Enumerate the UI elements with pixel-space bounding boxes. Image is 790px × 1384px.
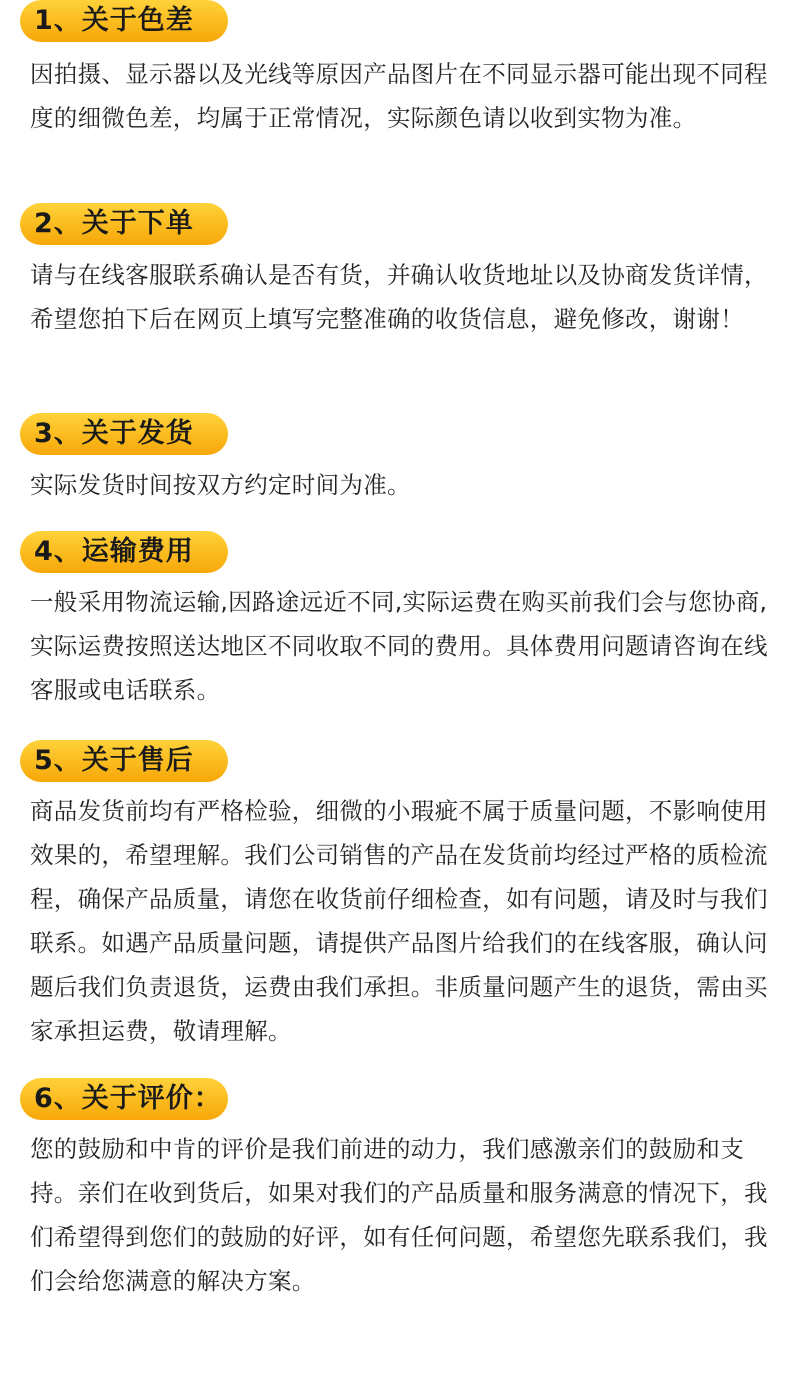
section-body: 请与在线客服联系确认是否有货，并确认收货地址以及协商发货详情，希望您拍下后在网页上填写完整准确的收货信息，避免修改，谢谢！ bbox=[30, 261, 768, 333]
section-heading: 6、关于评价： bbox=[20, 1078, 228, 1120]
section-heading: 4、运输费用 bbox=[20, 531, 228, 573]
section-body: 因拍摄、显示器以及光线等原因产品图片在不同显示器可能出现不同程度的细微色差，均属于正常情况，实际颜色请以收到实物为准。 bbox=[30, 60, 768, 132]
section-heading: 2、关于下单 bbox=[20, 203, 228, 245]
section-body: 一般采用物流运输,因路途远近不同,实际运费在购买前我们会与您协商,实际运费按照送达地区不同收取不同的费用。具体费用问题请咨询在线客服或电话联系。 bbox=[30, 588, 768, 704]
section-heading: 5、关于售后 bbox=[20, 740, 228, 782]
section-heading: 1、关于色差 bbox=[20, 0, 228, 42]
section-body: 商品发货前均有严格检验，细微的小瑕疵不属于质量问题，不影响使用效果的，希望理解。我们公司销售的产品在发货前均经过严格的质检流程，确保产品质量，请您在收货前仔细检查，如有问题，请及时与我们联系。如遇产品质量问题，请提供产品图片给我们的在线客服，确认问题后我们负责退货，运费由我们承担。非质量问题产生的退货，需由买家承担运费，敬请理解。 bbox=[30, 797, 768, 1045]
section-body: 实际发货时间按双方约定时间为准。 bbox=[30, 471, 411, 499]
section-body: 您的鼓励和中肯的评价是我们前进的动力，我们感激亲们的鼓励和支持。亲们在收到货后，如果对我们的产品质量和服务满意的情况下，我们希望得到您们的鼓励的好评，如有任何问题，希望您先联系我们，我们会给您满意的解决方案。 bbox=[30, 1135, 768, 1295]
section-heading: 3、关于发货 bbox=[20, 413, 228, 455]
